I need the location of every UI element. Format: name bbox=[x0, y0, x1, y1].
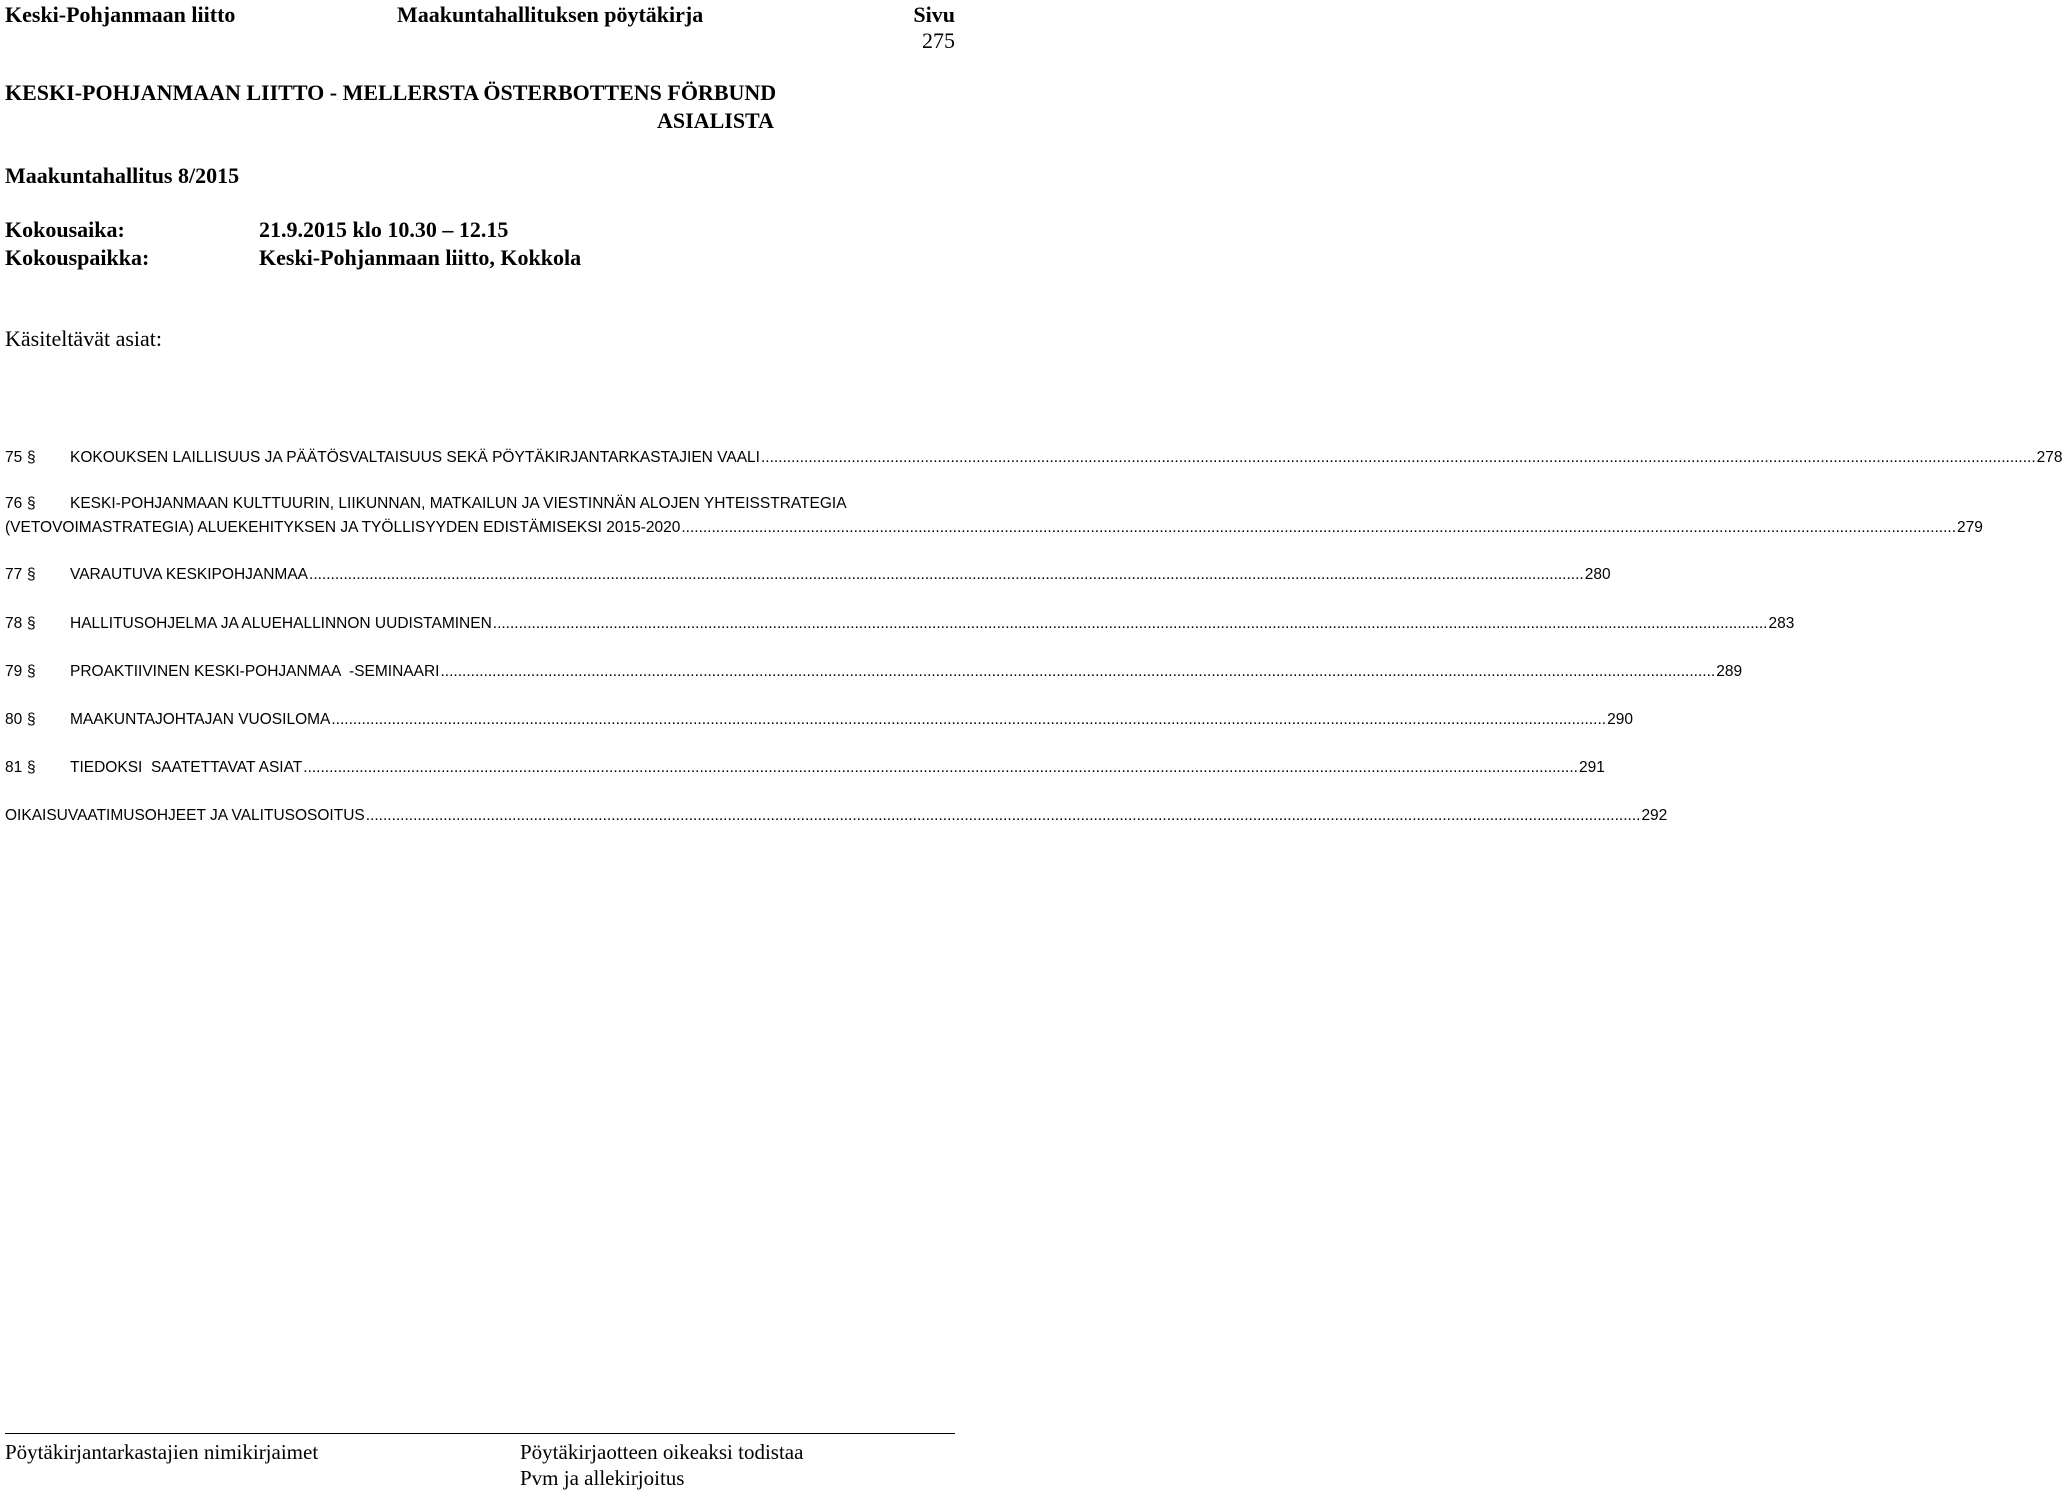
toc-dot-leader bbox=[493, 615, 1768, 633]
toc-item-number: 81 bbox=[5, 759, 23, 776]
toc-item-number: 75 bbox=[5, 449, 23, 466]
document-type: ASIALISTA bbox=[657, 108, 774, 133]
header-document-title: Maakuntahallituksen pöytäkirja bbox=[397, 2, 704, 27]
footer-date-signature: Pvm ja allekirjoitus bbox=[520, 1466, 685, 1490]
header-page-label: Sivu bbox=[913, 2, 955, 27]
toc-item-number: 79 bbox=[5, 663, 23, 680]
topics-heading: Käsiteltävät asiat: bbox=[5, 326, 162, 351]
toc-item-title-continued: (VETOVOIMASTRATEGIA) ALUEKEHITYKSEN JA TYÖLLISYYDEN EDISTÄMISEKSI 2015-2020 bbox=[5, 519, 681, 536]
section-sign-icon: § bbox=[27, 759, 36, 776]
toc-item-80[interactable] bbox=[5, 711, 1633, 733]
toc-item-page: 278 bbox=[2036, 449, 2063, 466]
toc-dot-leader bbox=[309, 566, 1584, 584]
meeting-time-label: Kokousaika: bbox=[5, 217, 125, 242]
toc-item-76[interactable] bbox=[5, 495, 1983, 543]
section-sign-icon: § bbox=[27, 663, 36, 680]
toc-item-page: 291 bbox=[1578, 759, 1605, 776]
section-sign-icon: § bbox=[27, 495, 36, 512]
toc-item-title: TIEDOKSI SAATETTAVAT ASIAT bbox=[70, 759, 303, 776]
meeting-place-label: Kokouspaikka: bbox=[5, 245, 150, 270]
toc-item-79[interactable] bbox=[5, 663, 1743, 685]
toc-item-75[interactable] bbox=[5, 449, 2063, 471]
toc-item-title: KESKI-POHJANMAAN KULTTUURIN, LIIKUNNAN, MATKAILUN JA VIESTINNÄN ALOJEN YHTEISSTRATEGIA bbox=[70, 495, 847, 512]
toc-dot-leader bbox=[331, 711, 1606, 729]
toc-dot-leader bbox=[681, 519, 1956, 537]
toc-item-81[interactable] bbox=[5, 759, 1605, 781]
section-sign-icon: § bbox=[27, 566, 36, 583]
footer-certification: Pöytäkirjaotteen oikeaksi todistaa bbox=[520, 1440, 804, 1464]
toc-item-page: 292 bbox=[1641, 807, 1668, 824]
toc-item-page: 290 bbox=[1607, 711, 1633, 728]
footer-inspectors-initials: Pöytäkirjantarkastajien nimikirjaimet bbox=[5, 1440, 319, 1464]
header-page-number: 275 bbox=[922, 28, 955, 53]
organization-title: KESKI-POHJANMAAN LIITTO - MELLERSTA ÖSTERBOTTENS FÖRBUND bbox=[5, 80, 777, 105]
toc-dot-leader bbox=[761, 449, 2036, 467]
toc-dot-leader bbox=[303, 759, 1578, 777]
table-of-contents bbox=[5, 449, 2063, 839]
toc-item-title: OIKAISUVAATIMUSOHJEET JA VALITUSOSOITUS bbox=[5, 807, 365, 824]
toc-item-page: 279 bbox=[1957, 519, 1983, 536]
toc-item-title: VARAUTUVA KESKIPOHJANMAA bbox=[70, 566, 309, 583]
meeting-time-value: 21.9.2015 klo 10.30 – 12.15 bbox=[259, 217, 509, 242]
footer-divider bbox=[5, 1433, 955, 1434]
board-meeting-number: Maakuntahallitus 8/2015 bbox=[5, 163, 240, 188]
toc-item-title: MAAKUNTAJOHTAJAN VUOSILOMA bbox=[70, 711, 331, 728]
toc-dot-leader bbox=[366, 807, 1641, 825]
section-sign-icon: § bbox=[27, 711, 36, 728]
toc-item-77[interactable] bbox=[5, 566, 1611, 588]
toc-item-number: 77 bbox=[5, 566, 23, 583]
toc-item-78[interactable] bbox=[5, 615, 1795, 637]
toc-item-title: KOKOUKSEN LAILLISUUS JA PÄÄTÖSVALTAISUUS SEKÄ PÖYTÄKIRJANTARKASTAJIEN VAALI bbox=[70, 449, 760, 466]
toc-item-title: PROAKTIIVINEN KESKI-POHJANMAA -SEMINAARI bbox=[70, 663, 440, 680]
header-organization: Keski-Pohjanmaan liitto bbox=[5, 2, 236, 27]
toc-item-number: 80 bbox=[5, 711, 23, 728]
toc-item-number: 76 bbox=[5, 495, 23, 512]
toc-item-page: 289 bbox=[1716, 663, 1743, 680]
section-sign-icon: § bbox=[27, 449, 36, 466]
meeting-place-value: Keski-Pohjanmaan liitto, Kokkola bbox=[259, 245, 582, 270]
toc-item-page: 280 bbox=[1584, 566, 1611, 583]
section-sign-icon: § bbox=[27, 615, 36, 632]
toc-item-title: HALLITUSOHJELMA JA ALUEHALLINNON UUDISTAMINEN bbox=[70, 615, 492, 632]
toc-item-number: 78 bbox=[5, 615, 23, 632]
toc-dot-leader bbox=[441, 663, 1716, 681]
toc-item-appeal-instructions[interactable] bbox=[5, 807, 1668, 829]
toc-item-page: 283 bbox=[1768, 615, 1795, 632]
